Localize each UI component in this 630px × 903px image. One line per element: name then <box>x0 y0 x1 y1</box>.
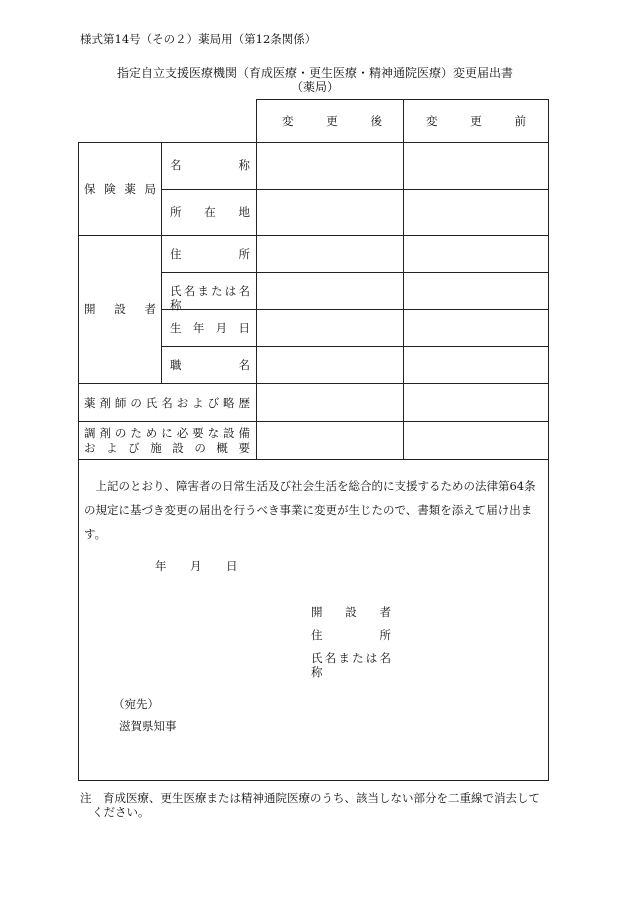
row-label-pharmacy-name: 名称 <box>170 158 250 172</box>
row-label-founder-address: 住所 <box>170 247 250 261</box>
addressee-label: （宛先） <box>113 697 159 711</box>
signature-name-label: 氏名または名称 <box>311 651 391 679</box>
addressee: 滋賀県知事 <box>119 719 177 733</box>
row-label-pharmacist: 薬剤師の氏名および略歴 <box>84 396 250 410</box>
declaration-text: 上記のとおり、障害者の日常生活及び社会生活を総合的に支援するための法律第64条の規定に基づき変更の届出を行うべき事業に変更が生じたので、書類を添えて届け出ます。 <box>84 479 536 541</box>
row-label-pharmacy-address: 所在地 <box>170 205 250 219</box>
note-line-2: ください。 <box>92 805 150 819</box>
date-day-label: 日 <box>226 559 238 573</box>
row-label-founder-birthdate: 生年月日 <box>170 321 250 335</box>
column-header-before: 変 更 前 <box>426 114 526 128</box>
row-label-founder-position: 職名 <box>170 358 250 372</box>
document-title: 指定自立支援医療機関（育成医療・更生医療・精神通院医療）変更届出書 <box>116 66 513 80</box>
note-line-1: 注 育成医療、更生医療または精神通院医療のうち、該当しない部分を二重線で消去して <box>80 791 540 805</box>
row-label-facility-line1: 調剤のために必要な設備 <box>84 426 250 440</box>
signature-address-label: 住所 <box>311 628 391 642</box>
row-label-facility-line2: および施設の概要 <box>84 441 250 455</box>
signature-founder-label: 開設者 <box>311 605 391 619</box>
form-number: 様式第14号（その２）薬局用（第12条関係） <box>80 32 317 46</box>
date-month-label: 月 <box>190 559 202 573</box>
group-label-pharmacy: 保険薬局 <box>84 182 156 196</box>
group-label-founder: 開設者 <box>84 302 156 316</box>
date-year-label: 年 <box>155 559 167 573</box>
column-header-after: 変 更 後 <box>282 114 382 128</box>
row-label-founder-name: 氏名または名称 <box>170 284 250 312</box>
document-subtitle: （薬局） <box>290 80 339 94</box>
